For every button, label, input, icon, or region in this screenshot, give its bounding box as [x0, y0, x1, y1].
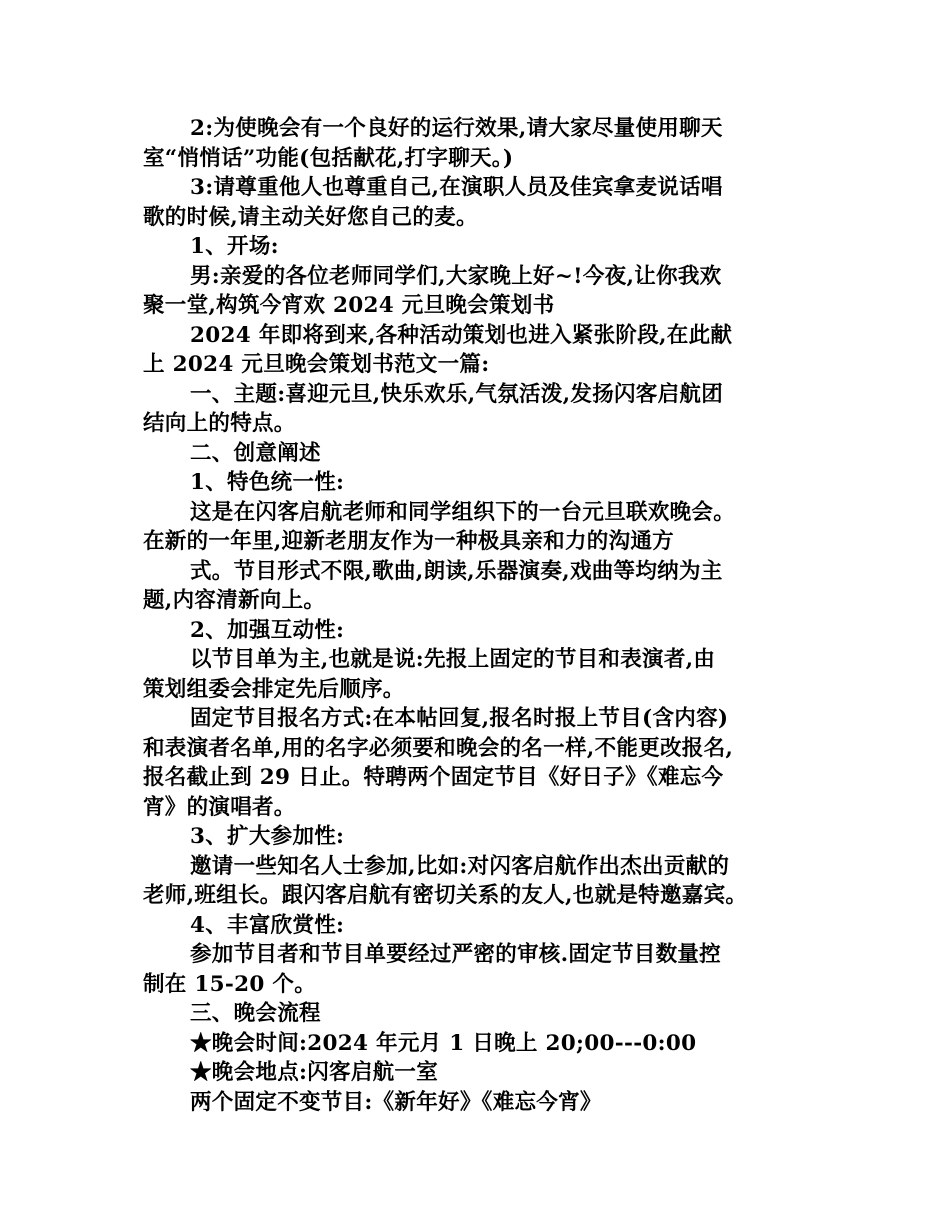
text-line: 上 2024 元旦晚会策划书范文一篇: [143, 352, 490, 377]
text-line: 在新的一年里,迎新老朋友作为一种极具亲和力的沟通方 [143, 529, 674, 554]
text-line: 1、特色统一性: [190, 470, 345, 495]
text-line: 老师,班组长。跟闪客启航有密切关系的友人,也就是特邀嘉宾。 [143, 883, 748, 908]
text-line: 3:请尊重他人也尊重自己,在演职人员及佳宾拿麦说话唱 [190, 175, 723, 200]
text-line: 一、主题:喜迎元旦,快乐欢乐,气氛活泼,发扬闪客启航团 [190, 381, 723, 407]
text-line: 聚一堂,构筑今宵欢 2024 元旦晚会策划书 [143, 293, 555, 318]
text-line: 2、加强互动性: [190, 617, 345, 643]
text-line: 歌的时候,请主动关好您自己的麦。 [143, 204, 478, 230]
text-line: 题,内容清新向上。 [143, 588, 326, 613]
text-line: 以节目单为主,也就是说:先报上固定的节目和表演者,由 [190, 647, 716, 672]
document-body [143, 114, 833, 1117]
text-line: 参加节目者和节目单要经过严密的审核.固定节目数量控 [190, 942, 721, 967]
text-line: 4、丰富欣赏性: [190, 912, 345, 938]
text-line: 固定节目报名方式:在本帖回复,报名时报上节目(含内容) [190, 706, 729, 731]
text-line: 策划组委会排定先后顺序。 [143, 676, 405, 702]
text-line: 2:为使晚会有一个良好的运行效果,请大家尽量使用聊天 [190, 116, 723, 141]
text-line: ★晚会时间:2024 年元月 1 日晚上 20;00---0:00 [190, 1030, 697, 1056]
text-line: 式。节目形式不限,歌曲,朗读,乐器演奏,戏曲等均纳为主 [190, 558, 723, 584]
text-line: 三、晚会流程 [190, 1001, 321, 1026]
text-line: ★晚会地点:闪客启航一室 [190, 1060, 439, 1085]
text-line: 二、创意阐述 [190, 440, 321, 466]
text-line: 宵》的演唱者。 [143, 794, 296, 820]
text-line: 结向上的特点。 [143, 411, 296, 436]
text-line: 男:亲爱的各位老师同学们,大家晚上好~!今夜,让你我欢 [190, 263, 722, 289]
text-line: 和表演者名单,用的名字必须要和晚会的名一样,不能更改报名, [143, 735, 734, 761]
text-line: 室“悄悄话”功能(包括献花,打字聊天。) [143, 145, 514, 171]
text-line: 2024 年即将到来,各种活动策划也进入紧张阶段,在此献 [190, 322, 733, 348]
text-line: 报名截止到 29 日止。特聘两个固定节目《好日子》《难忘今 [143, 765, 724, 790]
text-line: 两个固定不变节目:《新年好》《难忘今宵》 [190, 1089, 602, 1115]
text-line: 这是在闪客启航老师和同学组织下的一台元旦联欢晚会。 [190, 499, 736, 525]
text-line: 制在 15-20 个。 [143, 971, 317, 997]
text-line: 3、扩大参加性: [190, 824, 345, 849]
text-line: 邀请一些知名人士参加,比如:对闪客启航作出杰出贡献的 [190, 853, 730, 879]
text-line: 1、开场: [190, 234, 279, 259]
